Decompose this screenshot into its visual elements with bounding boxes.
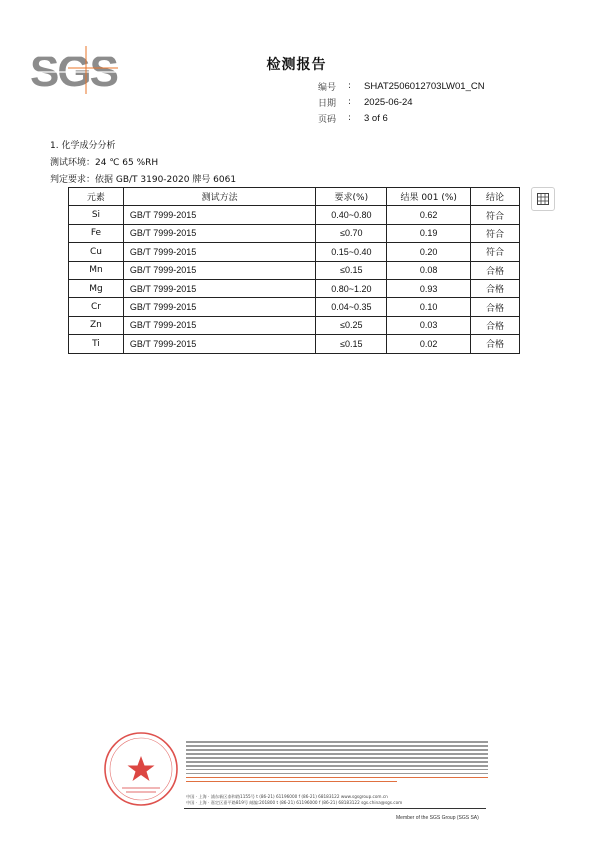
requirement-cell: 0.80~1.20 [316, 279, 387, 297]
element-cell: Si [69, 206, 124, 224]
meta-colon: : [348, 97, 352, 107]
result-cell: 0.93 [387, 279, 471, 297]
report-number: SHAT2506012703LW01_CN [364, 80, 485, 92]
report-meta [318, 78, 485, 126]
section-heading: 1. 化学成分分析 [50, 141, 116, 151]
conclusion-cell: 符合 [471, 206, 520, 224]
meta-colon: : [348, 81, 352, 91]
column-header: 要求(%) [316, 188, 387, 206]
result-cell: 0.02 [387, 335, 471, 353]
report-title: 检测报告 [266, 57, 327, 73]
judgement-requirement: 判定要求：依据 GB/T 3190-2020 牌号 6061 [50, 175, 237, 185]
method-cell: GB/T 7999-2015 [123, 261, 316, 279]
method-cell: GB/T 7999-2015 [123, 243, 316, 261]
page-number: 3 of 6 [364, 112, 388, 124]
requirement-cell: 0.04~0.35 [316, 298, 387, 316]
table-row [69, 335, 520, 353]
table-row [69, 261, 520, 279]
requirement-cell: ≤0.70 [316, 224, 387, 242]
column-header: 结论 [471, 188, 520, 206]
element-cell: Mg [69, 279, 124, 297]
meta-label: 页码 [318, 114, 337, 125]
conclusion-cell: 合格 [471, 316, 520, 334]
requirement-cell: 0.15~0.40 [316, 243, 387, 261]
report-date: 2025-06-24 [364, 96, 413, 108]
conclusion-cell: 符合 [471, 224, 520, 242]
table-row [69, 224, 520, 242]
method-cell: GB/T 7999-2015 [123, 279, 316, 297]
table-grid-icon [537, 193, 549, 205]
requirement-cell: ≤0.15 [316, 261, 387, 279]
result-cell: 0.08 [387, 261, 471, 279]
table-row [69, 298, 520, 316]
meta-label: 日期 [318, 98, 337, 109]
element-cell: Cr [69, 298, 124, 316]
requirement-cell: ≤0.15 [316, 335, 387, 353]
test-environment: 测试环境：24 ℃ 65 %RH [50, 158, 159, 168]
table-row [69, 206, 520, 224]
method-cell: GB/T 7999-2015 [123, 316, 316, 334]
member-statement: Member of the SGS Group (SGS SA) [396, 815, 479, 821]
address-line: 中国 · 上海 · 嘉定区嘉平路819号 邮编:201800 t (86-21) 61196000 f (86-21) 68183122 sgs.china@sgs.com [186, 800, 403, 805]
conclusion-cell: 符合 [471, 243, 520, 261]
result-cell: 0.19 [387, 224, 471, 242]
conclusion-cell: 合格 [471, 279, 520, 297]
element-cell: Mn [69, 261, 124, 279]
conclusion-cell: 合格 [471, 261, 520, 279]
table-row [69, 316, 520, 334]
footer-divider [184, 808, 486, 809]
method-cell: GB/T 7999-2015 [123, 224, 316, 242]
column-header: 测试方法 [123, 188, 316, 206]
method-cell: GB/T 7999-2015 [123, 298, 316, 316]
column-header: 结果 001 (%) [387, 188, 471, 206]
element-cell: Ti [69, 335, 124, 353]
element-cell: Cu [69, 243, 124, 261]
method-cell: GB/T 7999-2015 [123, 335, 316, 353]
table-row [69, 279, 520, 297]
footer-disclaimer [186, 741, 488, 793]
element-cell: Zn [69, 316, 124, 334]
footer-address [186, 794, 486, 806]
element-cell: Fe [69, 224, 124, 242]
table-header-row [69, 188, 520, 206]
results-table [68, 187, 520, 354]
conclusion-cell: 合格 [471, 335, 520, 353]
meta-colon: : [348, 113, 352, 123]
address-line: 中国 · 上海 · 浦东新区泰和路1155号 t (86-21) 61196000 f (86-21) 68183122 www.sgsgroup.com.cn [186, 794, 388, 799]
result-cell: 0.10 [387, 298, 471, 316]
column-header: 元素 [69, 188, 124, 206]
svg-text:SGS: SGS [30, 47, 117, 94]
result-cell: 0.03 [387, 316, 471, 334]
meta-row-page [318, 110, 485, 126]
meta-label: 编号 [318, 82, 337, 93]
meta-row-date [318, 94, 485, 110]
requirement-cell: ≤0.25 [316, 316, 387, 334]
table-row [69, 243, 520, 261]
meta-row-number [318, 78, 485, 94]
inspection-seal [102, 730, 180, 808]
result-cell: 0.20 [387, 243, 471, 261]
conclusion-cell: 合格 [471, 298, 520, 316]
table-copy-button[interactable] [531, 187, 555, 211]
result-cell: 0.62 [387, 206, 471, 224]
requirement-cell: 0.40~0.80 [316, 206, 387, 224]
method-cell: GB/T 7999-2015 [123, 206, 316, 224]
